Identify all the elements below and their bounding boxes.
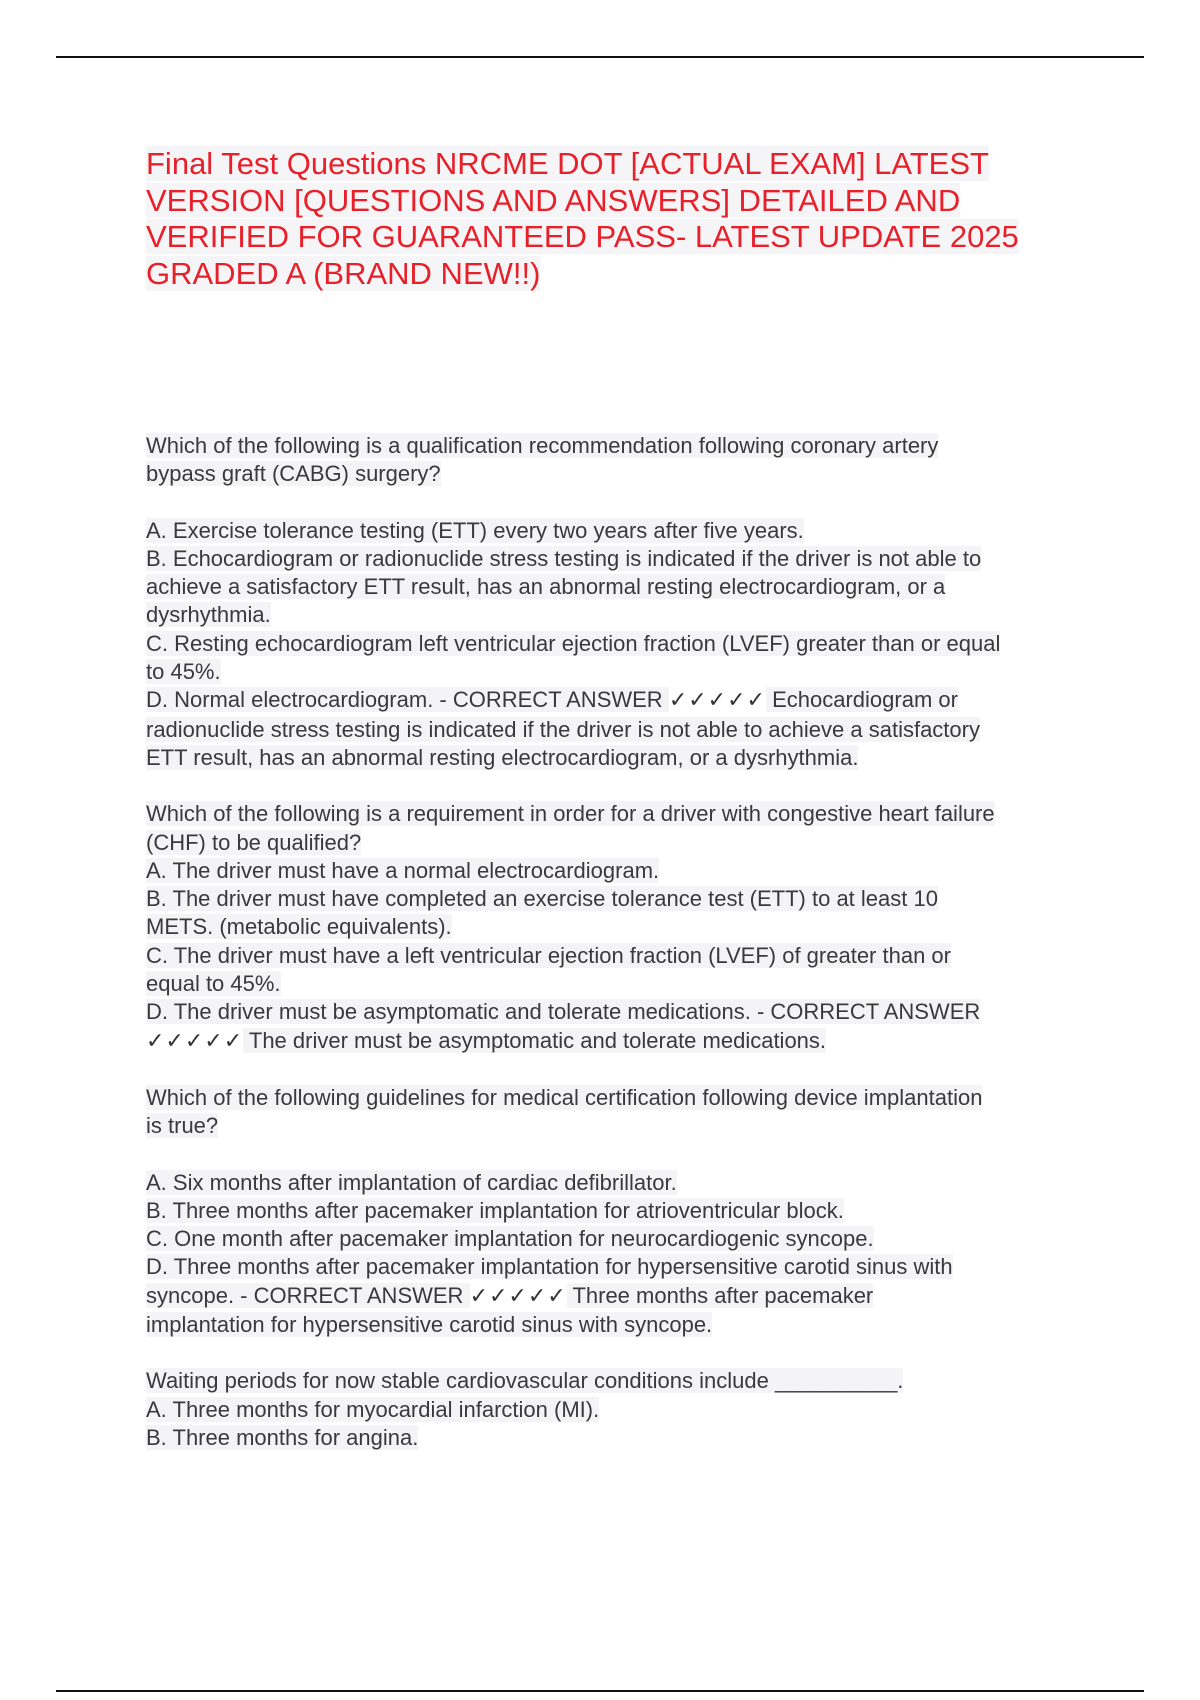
question-stem-line: Which of the following guidelines for medical certification following device implantation <box>146 1084 983 1110</box>
bottom-rule <box>56 1690 1144 1692</box>
checkmarks-icon: ✓✓✓✓✓ <box>469 1283 567 1309</box>
question-3 <box>146 1084 1096 1339</box>
option-line: B. Echocardiogram or radionuclide stress testing is indicated if the driver is not able to <box>146 545 982 571</box>
question-4 <box>146 1367 1096 1452</box>
title-line: VERIFIED FOR GUARANTEED PASS- LATEST UPDATE 2025 <box>146 219 1019 254</box>
option-line: D. Three months after pacemaker implantation for hypersensitive carotid sinus with <box>146 1254 953 1280</box>
option-line: A. Six months after implantation of cardiac defibrillator. <box>146 1169 677 1195</box>
document-body <box>146 432 1096 1452</box>
option-line: A. Three months for myocardial infarction (MI). <box>146 1396 600 1422</box>
question-stem-line: bypass graft (CABG) surgery? <box>146 461 441 487</box>
option-line: C. Resting echocardiogram left ventricular ejection fraction (LVEF) greater than or equal <box>146 630 1001 656</box>
option-line: B. Three months for angina. <box>146 1424 419 1450</box>
option-line: B. The driver must have completed an exercise tolerance test (ETT) to at least 10 <box>146 886 938 912</box>
top-rule <box>56 56 1144 58</box>
option-line: to 45%. <box>146 659 221 685</box>
option-line: C. The driver must have a left ventricular ejection fraction (LVEF) of greater than or <box>146 942 951 968</box>
question-stem-line: Waiting periods for now stable cardiovascular conditions include __________. <box>146 1368 904 1394</box>
option-line: C. One month after pacemaker implantation for neurocardiogenic syncope. <box>146 1226 874 1252</box>
answer-line: syncope. - CORRECT ANSWER ✓✓✓✓✓ Three months after pacemaker <box>146 1282 874 1309</box>
option-line: dysrhythmia. <box>146 602 271 628</box>
checkmarks-icon: ✓✓✓✓✓ <box>146 1028 244 1054</box>
option-line: A. Exercise tolerance testing (ETT) every two years after five years. <box>146 517 804 543</box>
question-stem-line: is true? <box>146 1113 219 1139</box>
answer-line: ✓✓✓✓✓ The driver must be asymptomatic and tolerate medications. <box>146 1027 827 1054</box>
answer-explanation-line: implantation for hypersensitive carotid sinus with syncope. <box>146 1312 713 1338</box>
question-1 <box>146 432 1096 772</box>
title-line: GRADED A (BRAND NEW!!) <box>146 255 541 291</box>
option-line: B. Three months after pacemaker implantation for atrioventricular block. <box>146 1197 844 1223</box>
option-line: METS. (metabolic equivalents). <box>146 914 452 940</box>
option-line: D. The driver must be asymptomatic and tolerate medications. - CORRECT ANSWER <box>146 999 981 1025</box>
answer-explanation-line: ETT result, has an abnormal resting electrocardiogram, or a dysrhythmia. <box>146 744 859 770</box>
question-stem-line: (CHF) to be qualified? <box>146 829 362 855</box>
option-line: A. The driver must have a normal electrocardiogram. <box>146 857 660 883</box>
question-2 <box>146 800 1096 1056</box>
question-stem-line: Which of the following is a requirement in order for a driver with congestive heart failure <box>146 801 995 827</box>
title-line: VERSION [QUESTIONS AND ANSWERS] DETAILED AND <box>146 182 961 218</box>
title-line: Final Test Questions NRCME DOT [ACTUAL EXAM] LATEST <box>146 146 989 181</box>
document-title <box>146 146 1106 292</box>
answer-line: D. Normal electrocardiogram. - CORRECT ANSWER ✓✓✓✓✓ Echocardiogram or <box>146 687 958 714</box>
checkmarks-icon: ✓✓✓✓✓ <box>668 688 766 714</box>
option-line: equal to 45%. <box>146 971 281 997</box>
option-line: achieve a satisfactory ETT result, has an abnormal resting electrocardiogram, or a <box>146 574 946 600</box>
question-stem-line: Which of the following is a qualification recommendation following coronary artery <box>146 433 939 458</box>
answer-explanation-line: radionuclide stress testing is indicated if the driver is not able to achieve a satisfactory <box>146 716 980 742</box>
